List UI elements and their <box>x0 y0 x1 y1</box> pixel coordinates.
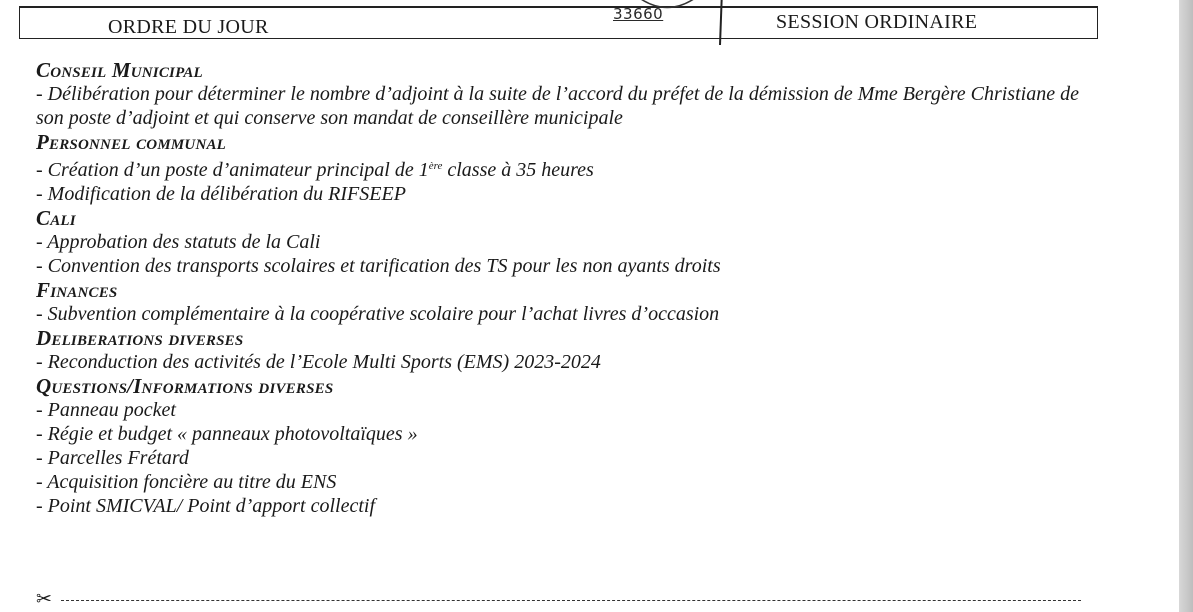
section-title-cali: Cali <box>36 206 76 230</box>
agenda-item: - Subvention complémentaire à la coopérative scolaire pour l’achat livres d’occasion <box>36 303 720 325</box>
agenda-item: - Modification de la délibération du RIFSEEP <box>36 183 406 205</box>
agenda-item: - Approbation des statuts de la Cali <box>36 231 321 253</box>
agenda-item: - Délibération pour déterminer le nombre d’adjoint à la suite de l’accord du préfet de la démission de Mme Bergère Christiane de <box>36 83 1079 105</box>
agenda-item: - Panneau pocket <box>36 399 176 421</box>
section-title-deliberations-diverses: Deliberations diverses <box>36 326 244 350</box>
agenda-item: - Acquisition foncière au titre du ENS <box>36 471 337 493</box>
cut-here-line <box>36 590 1081 608</box>
agenda-item: - Convention des transports scolaires et tarification des TS pour les non ayants droits <box>36 255 721 277</box>
agenda-item: - Parcelles Frétard <box>36 447 189 469</box>
ordinal-superscript: ère <box>428 160 443 172</box>
header-box <box>19 6 1098 39</box>
agenda-item-text: - Création d’un poste d’animateur principal de 1 <box>36 159 429 181</box>
scan-page-edge <box>1179 0 1193 612</box>
agenda-list <box>36 58 1156 518</box>
scissors-icon: ✂ <box>36 588 52 610</box>
agenda-heading: ORDRE DU JOUR <box>108 16 269 38</box>
session-type-heading: SESSION ORDINAIRE <box>776 11 978 33</box>
agenda-item: son poste d’adjoint et qui conserve son mandat de conseillère municipale <box>36 107 623 129</box>
dashed-divider <box>61 600 1081 601</box>
agenda-item: - Reconduction des activités de l’Ecole Multi Sports (EMS) 2023-2024 <box>36 351 601 373</box>
section-title-conseil-municipal: Conseil Municipal <box>36 58 203 82</box>
agenda-item: - Point SMICVAL/ Point d’apport collectif <box>36 495 376 517</box>
stamp-postcode: 33660 <box>613 5 664 23</box>
section-title-personnel-communal: Personnel communal <box>36 130 227 154</box>
agenda-item-text-tail: classe à 35 heures <box>442 159 594 181</box>
agenda-item: - Régie et budget « panneaux photovoltaïques » <box>36 423 418 445</box>
section-title-questions-informations: Questions/Informations diverses <box>36 374 334 398</box>
agenda-item <box>36 154 1156 182</box>
section-title-finances: Finances <box>36 278 118 302</box>
